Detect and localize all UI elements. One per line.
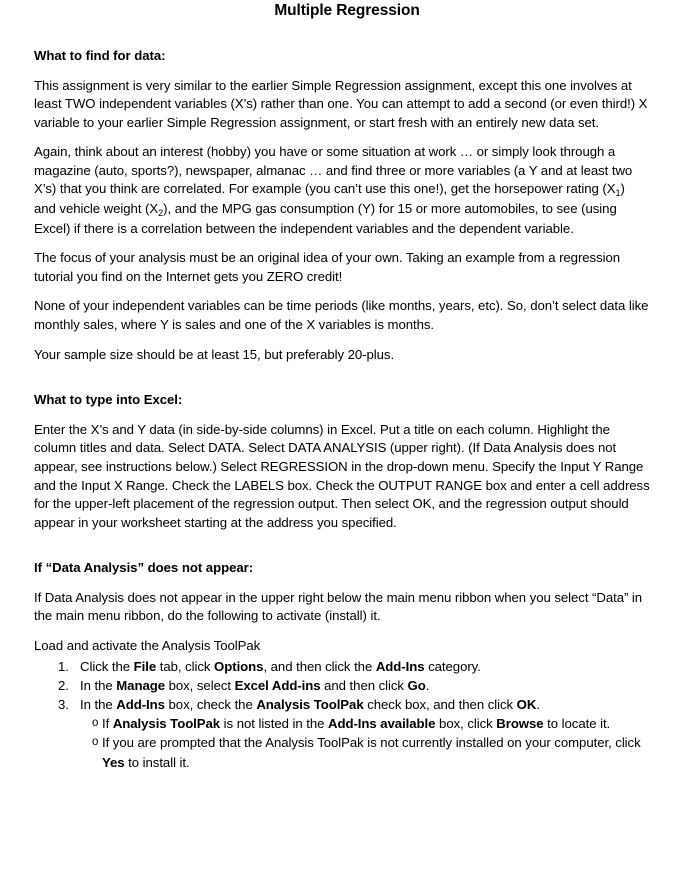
sub-bullet-2-bold-run-1: Yes bbox=[102, 754, 125, 770]
step-2-bold-run-5: Go bbox=[407, 677, 426, 693]
paragraph-part-between: ) and vehicle weight (X bbox=[34, 181, 625, 217]
sub-bullet-marker-icon: o bbox=[92, 736, 99, 749]
sub-bullet-list bbox=[34, 714, 650, 772]
sub-bullet-item bbox=[34, 714, 650, 733]
sub-bullet-text bbox=[102, 735, 641, 769]
step-3-text-run-2: box, check the bbox=[164, 696, 257, 712]
step-2-text-run-0: In the bbox=[80, 677, 117, 693]
sub-bullet-1-text-run-2: is not listed in the bbox=[220, 716, 328, 732]
numbered-steps-list bbox=[34, 657, 650, 715]
paragraph-original-idea: The focus of your analysis must be an original idea of your own. Taking an example from a regression tutorial you find on the Internet gets you ZERO credit! bbox=[34, 250, 621, 284]
step-3-text-run-0: In the bbox=[80, 696, 117, 712]
step-1-text-run-6: category. bbox=[424, 658, 481, 674]
step-2-bold-run-3: Excel Add-ins bbox=[234, 677, 321, 693]
sub-bullet-2-text-run-0: If you are prompted that the Analysis ToolPak is not currently installed on your computer, click bbox=[102, 735, 641, 751]
step-3-text-run-6: . bbox=[536, 696, 540, 712]
step-3-bold-run-5: OK bbox=[516, 696, 537, 712]
paragraph-data-analysis-missing: If Data Analysis does not appear in the upper right below the main menu ribbon when you select “Data” in the main menu ribbon, do the following to activate (install) it. bbox=[34, 589, 643, 624]
numbered-step-item bbox=[34, 676, 650, 695]
sub-bullet-1-bold-run-1: Analysis ToolPak bbox=[112, 716, 221, 732]
sub-bullet-item bbox=[34, 733, 650, 771]
step-2-text-run-2: box, select bbox=[165, 677, 235, 693]
list-intro-load-activate-toolpak: Load and activate the Analysis ToolPak bbox=[34, 637, 261, 653]
page-title: Multiple Regression bbox=[274, 2, 420, 19]
step-3-text-run-4: check box, and then click bbox=[363, 696, 517, 712]
step-1-bold-run-5: Add-Ins bbox=[375, 658, 425, 674]
document-body bbox=[34, 20, 650, 772]
paragraph-sample-size: Your sample size should be at least 15, but preferably 20-plus. bbox=[34, 346, 395, 362]
sub-bullet-1-bold-run-5: Browse bbox=[496, 716, 544, 732]
sub-bullet-marker-icon: o bbox=[92, 717, 99, 730]
step-3-bold-run-1: Add-Ins bbox=[116, 696, 165, 712]
section-heading-data-analysis-missing: If “Data Analysis” does not appear: bbox=[34, 560, 254, 576]
paragraph-part-before-x1: Again, think about an interest (hobby) you have or some situation at work … or simply look through a magazine (auto, sports?), newspaper, almanac … and find three or more variables (a Y and at least two X’s) that you think are correlated. For example (you can’t use this one!), get the horsepower rating (X bbox=[34, 144, 633, 197]
numbered-step-item bbox=[34, 695, 650, 714]
step-number-marker: 1. bbox=[58, 658, 69, 674]
step-2-bold-run-1: Manage bbox=[116, 677, 165, 693]
section-heading-what-to-type-into-excel: What to type into Excel: bbox=[34, 392, 183, 408]
sub-bullet-1-text-run-6: to locate it. bbox=[543, 716, 611, 732]
paragraph-excel-instructions: Enter the X’s and Y data (in side-by-side columns) in Excel. Put a title on each column. Highlight the column titles and data. Select DATA. Select DATA ANALYSIS (upper right). (If Data Analysis does not appear, see instructions below.) Select REGRESSION in the drop-down menu. Specify the Input Y Range and the Input X Range. Check the LABELS box. Check the OUTPUT RANGE box and enter a cell address for the upper-left placement of the regression output. Then select OK, and the regression output should appear in your worksheet starting at the address you specified. bbox=[34, 421, 650, 530]
sub-bullet-1-text-run-0: If bbox=[102, 716, 113, 732]
step-2-text-run-4: and then click bbox=[320, 677, 408, 693]
section-heading-what-to-find-for-data: What to find for data: bbox=[34, 48, 166, 63]
step-1-bold-run-3: Options bbox=[214, 658, 264, 674]
step-1-text-run-4: , and then click the bbox=[263, 658, 376, 674]
step-3-bold-run-3: Analysis ToolPak bbox=[256, 696, 364, 712]
numbered-step-item bbox=[34, 657, 650, 676]
paragraph-assignment-overview: This assignment is very similar to the earlier Simple Regression assignment, except this one involves at least TWO independent variables (X’s) rather than one. You can attempt to add a second (or even third!) X variable to your earlier Simple Regression assignment, or start fresh with an entirely new data set. bbox=[34, 77, 648, 130]
sub-bullet-2-text-run-2: to install it. bbox=[124, 754, 190, 770]
sub-bullet-text bbox=[102, 716, 610, 731]
step-1-text-run-0: Click the bbox=[80, 658, 134, 674]
step-1-text-run-2: tab, click bbox=[156, 658, 215, 674]
sub-bullet-1-text-run-4: box, click bbox=[435, 716, 497, 732]
sub-bullet-1-bold-run-3: Add-Ins available bbox=[327, 716, 436, 732]
paragraph-example-variables bbox=[34, 132, 650, 238]
step-number-marker: 3. bbox=[58, 696, 69, 712]
paragraph-no-time-periods: None of your independent variables can be time periods (like months, years, etc). So, don’t select data like monthly sales, where Y is sales and one of the X variables is months. bbox=[34, 298, 649, 333]
paragraph-part-after-x2: ), and the MPG gas consumption (Y) for 15 or more automobiles, to see (using Excel) if there is a correlation between the independent variables and the dependent variable. bbox=[34, 201, 617, 236]
subscript-x1: 1 bbox=[615, 188, 621, 199]
step-1-bold-run-1: File bbox=[133, 658, 157, 674]
subscript-x2: 2 bbox=[158, 207, 164, 218]
activation-steps-container bbox=[34, 656, 650, 772]
step-2-text-run-6: . bbox=[425, 677, 430, 693]
step-number-marker: 2. bbox=[58, 677, 69, 693]
